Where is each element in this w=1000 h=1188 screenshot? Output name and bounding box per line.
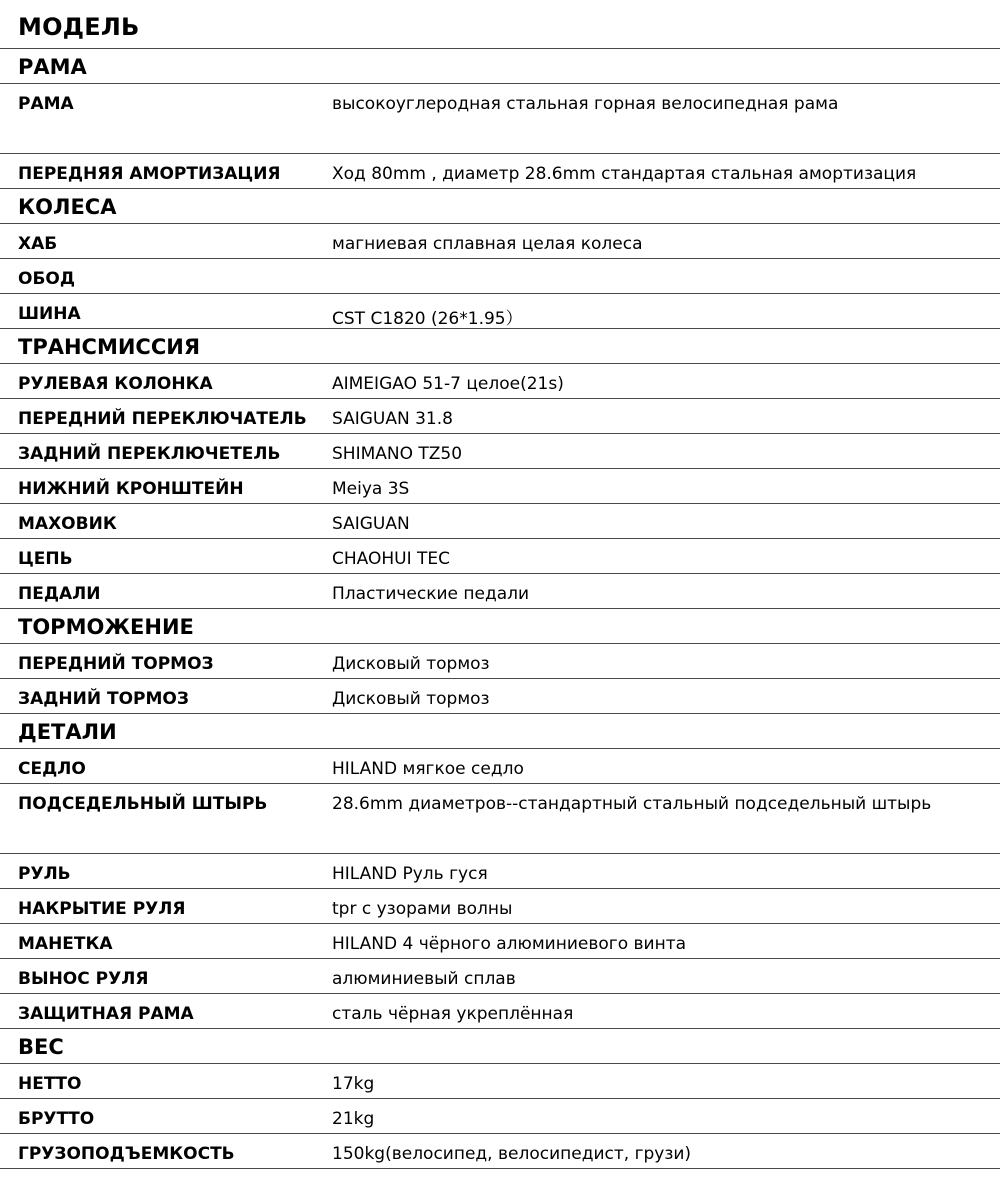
spec-row [0, 959, 1000, 994]
spec-label: НИЖНИЙ КРОНШТЕЙН [18, 479, 244, 499]
spec-row [0, 469, 1000, 504]
spec-row [0, 924, 1000, 959]
spec-value: tpr с узорами волны [332, 899, 513, 919]
section-header [0, 329, 1000, 364]
title-row [0, 0, 1000, 49]
spec-label: ПЕРЕДНИЙ ПЕРЕКЛЮЧАТЕЛЬ [18, 409, 307, 429]
spec-value: SAIGUAN 31.8 [332, 409, 453, 429]
section-header [0, 189, 1000, 224]
spec-label: СЕДЛО [18, 759, 86, 779]
spec-row [0, 539, 1000, 574]
spec-row [0, 784, 1000, 854]
spec-label: РАМА [18, 94, 74, 114]
spec-value: Ход 80mm , диаметр 28.6mm стандартая стальная амортизация [332, 164, 917, 184]
spec-row [0, 434, 1000, 469]
spec-value: высокоуглеродная стальная горная велосипедная рама [332, 94, 839, 114]
spec-row [0, 154, 1000, 189]
spec-label: ПЕРЕДНЯЯ АМОРТИЗАЦИЯ [18, 164, 281, 184]
spec-value: CHAOHUI TEC [332, 549, 451, 569]
spec-row [0, 679, 1000, 714]
spec-value: HILAND Руль гуся [332, 864, 488, 884]
spec-row [0, 224, 1000, 259]
spec-value: Дисковый тормоз [332, 689, 490, 709]
spec-value: 21kg [332, 1109, 375, 1129]
spec-label: РУЛЕВАЯ КОЛОНКА [18, 374, 213, 394]
spec-row [0, 1099, 1000, 1134]
spec-row [0, 994, 1000, 1029]
spec-row [0, 364, 1000, 399]
spec-row [0, 1134, 1000, 1169]
spec-value: SHIMANO TZ50 [332, 444, 463, 464]
spec-row [0, 854, 1000, 889]
spec-label: РУЛЬ [18, 864, 71, 884]
spec-row [0, 889, 1000, 924]
spec-value: SAIGUAN [332, 514, 410, 534]
spec-label: ХАБ [18, 234, 58, 254]
spec-value: магниевая сплавная целая колеса [332, 234, 643, 254]
spec-row [0, 644, 1000, 679]
spec-row [0, 504, 1000, 539]
spec-label: ПЕДАЛИ [18, 584, 101, 604]
spec-label: ШИНА [18, 304, 81, 324]
section-header [0, 49, 1000, 84]
spec-label: ВЫНОС РУЛЯ [18, 969, 149, 989]
spec-value: алюминиевый сплав [332, 969, 516, 989]
spec-value: HILAND мягкое седло [332, 759, 524, 779]
spec-value: Meiya 3S [332, 479, 410, 499]
spec-value: сталь чёрная укреплённая [332, 1004, 574, 1024]
spec-label: ЦЕПЬ [18, 549, 73, 569]
spec-value: 150kg(велосипед, велосипедист, грузи) [332, 1144, 692, 1164]
spec-label: ПЕРЕДНИЙ ТОРМОЗ [18, 654, 214, 674]
spec-value: 17kg [332, 1074, 375, 1094]
section-header [0, 1029, 1000, 1064]
section-title: ДЕТАЛИ [18, 720, 117, 744]
spec-label: БРУТТО [18, 1109, 95, 1129]
spec-row [0, 84, 1000, 154]
spec-value: AIMEIGAO 51-7 целое(21s) [332, 374, 564, 394]
section-title: ТОРМОЖЕНИЕ [18, 615, 194, 639]
section-title: ТРАНСМИССИЯ [18, 335, 200, 359]
section-title: РАМА [18, 55, 87, 79]
spec-row [0, 1064, 1000, 1099]
spec-row [0, 574, 1000, 609]
spec-value: Пластические педали [332, 584, 530, 604]
spec-row [0, 749, 1000, 784]
spec-label: ГРУЗОПОДЪЕМКОСТЬ [18, 1144, 235, 1164]
spec-label: ЗАДНИЙ ТОРМОЗ [18, 689, 189, 709]
spec-label: НЕТТО [18, 1074, 82, 1094]
section-header [0, 714, 1000, 749]
section-header [0, 609, 1000, 644]
spec-label: ПОДСЕДЕЛЬНЫЙ ШТЫРЬ [18, 794, 268, 814]
spec-row [0, 399, 1000, 434]
section-title: КОЛЕСА [18, 195, 117, 219]
section-title: ВЕС [18, 1035, 64, 1059]
page-title: МОДЕЛЬ [18, 13, 140, 41]
spec-row [0, 294, 1000, 329]
spec-row [0, 259, 1000, 294]
spec-label: МАХОВИК [18, 514, 117, 534]
spec-label: ЗАЩИТНАЯ РАМА [18, 1004, 194, 1024]
spec-value: 28.6mm диаметров--стандартный стальный подседельный штырь [332, 794, 932, 814]
spec-label: ОБОД [18, 269, 76, 289]
spec-value: HILAND 4 чёрного алюминиевого винта [332, 934, 687, 954]
spec-value: Дисковый тормоз [332, 654, 490, 674]
spec-label: МАНЕТКА [18, 934, 113, 954]
spec-label: НАКРЫТИЕ РУЛЯ [18, 899, 186, 919]
spec-value: CST C1820 (26*1.95） [332, 309, 523, 329]
spec-label: ЗАДНИЙ ПЕРЕКЛЮЧЕТЕЛЬ [18, 444, 281, 464]
